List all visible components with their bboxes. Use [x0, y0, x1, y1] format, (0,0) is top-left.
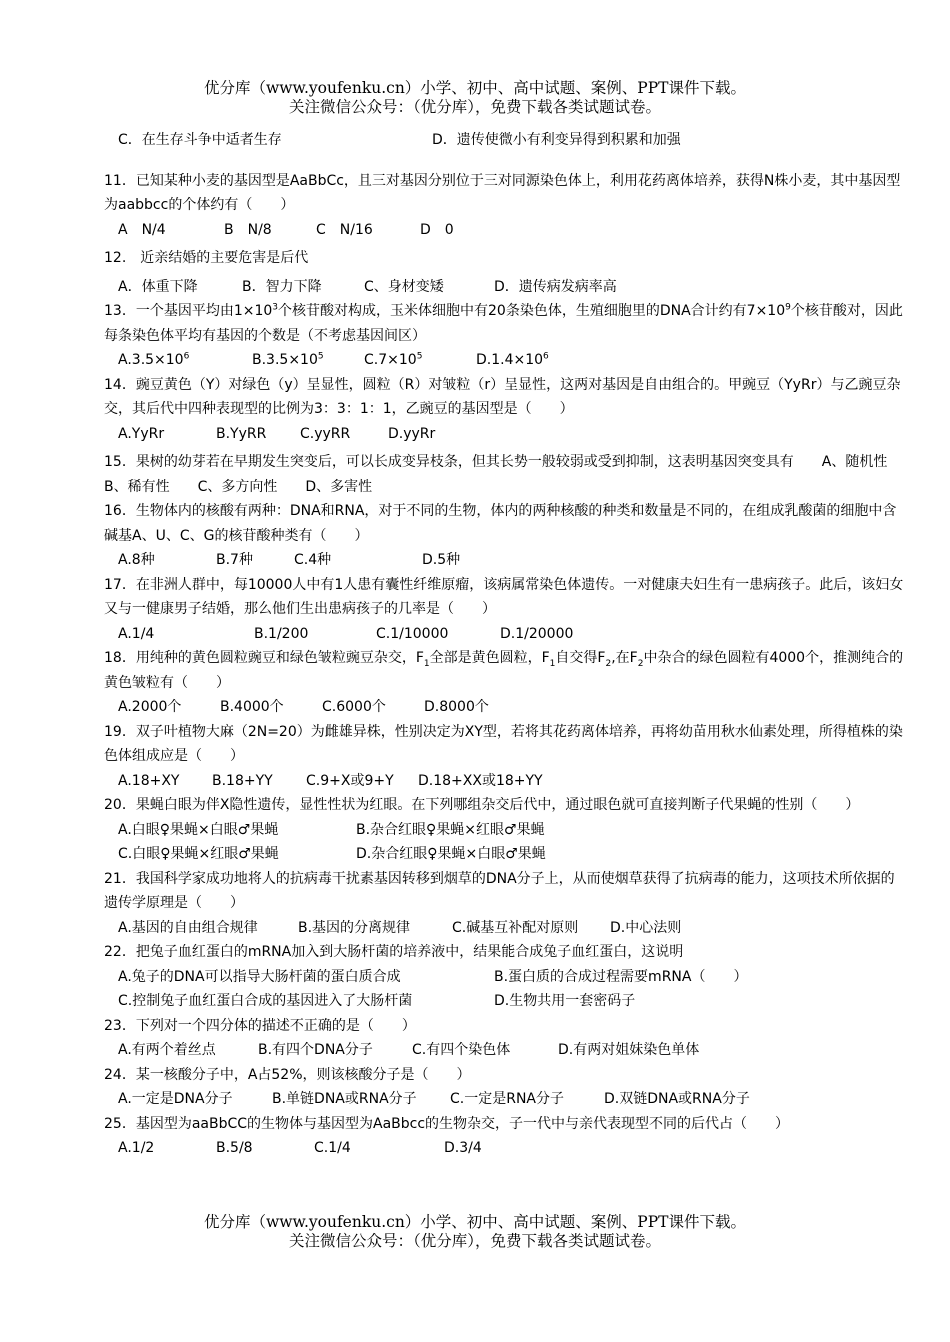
q12-option-b: B．智力下降 [242, 278, 322, 295]
q16-option-a: A.8种 [118, 552, 155, 568]
q17-option-d: D.1/20000 [500, 625, 574, 642]
q11-options [104, 218, 904, 243]
q20-option-c: C.白眼♀果蝇×红眼♂果蝇 [118, 846, 279, 862]
question-24: 24．某一核酸分子中，A占52%，则该核酸分子是（ ） [104, 1066, 471, 1083]
footer-line-2: 关注微信公众号：（优分库），免费下载各类试题试卷。 [288, 1232, 661, 1250]
q14-option-d: D.yyRr [388, 425, 436, 442]
q12-option-c: C、身材变矮 [364, 278, 444, 295]
question-21: 21．我国科学家成功地将人的抗病毒干扰素基因转移到烟草的DNA分子上，从而使烟草获得了抗病毒的能力，这项技术所依据的遗传学原理是（ ） [104, 870, 895, 911]
q25-options [104, 1136, 904, 1161]
q19-option-d: D.18+XX或18+YY [418, 772, 543, 789]
question-12: 12. 近亲结婚的主要危害是后代 [104, 250, 309, 266]
q11-option-d: D 0 [420, 221, 454, 238]
q19-option-c: C.9+X或9+Y [306, 772, 394, 789]
footer-line-1: 优分库（www.youfenku.cn）小学、初中、高中试题、案例、PPT课件下载。 [203, 1213, 747, 1231]
q14-option-c: C.yyRR [300, 425, 351, 442]
q22-option-a: A.兔子的DNA可以指导大肠杆菌的蛋白质合成 [118, 968, 401, 985]
page-header [0, 79, 950, 117]
q20-option-a: A.白眼♀果蝇×白眼♂果蝇 [118, 821, 279, 838]
q20-option-b: B.杂合红眼♀果蝇×红眼♂果蝇 [356, 821, 545, 838]
q20-options-row-2 [104, 842, 904, 867]
q14-option-a: A.YyRr [118, 425, 165, 442]
q10-option-d: D．遗传使微小有利变异得到积累和加强 [432, 132, 681, 148]
exam-content [104, 128, 916, 1161]
q24-option-a: A.一定是DNA分子 [118, 1091, 233, 1107]
q24-options [104, 1087, 904, 1112]
q22-options-row-2 [104, 989, 904, 1014]
q21-option-c: C.碱基互补配对原则 [452, 919, 579, 936]
q10-options [104, 128, 904, 153]
q10-option-c: C．在生存斗争中适者生存 [118, 132, 282, 148]
question-16: 16．生物体内的核酸有两种：DNA和RNA，对于不同的生物，体内的两种核酸的种类和数量是不同的，在组成乳酸菌的细胞中含碱基A、U、C、G的核苷酸种类有（ ） [104, 503, 897, 544]
q18-option-d: D.8000个 [424, 699, 489, 715]
q14-option-b: B.YyRR [216, 425, 267, 442]
q18-option-c: C.6000个 [322, 699, 386, 715]
q14-options [104, 422, 904, 447]
q25-option-c: C.1/4 [314, 1140, 351, 1156]
q13-options [104, 348, 904, 373]
question-22: 22．把兔子血红蛋白的mRNA加入到大肠杆菌的培养液中，结果能合成兔子血红蛋白，这说明 [104, 944, 684, 960]
header-line-2: 关注微信公众号：（优分库），免费下载各类试题试卷。 [288, 98, 661, 116]
q16-option-d: D.5种 [422, 552, 461, 568]
q21-option-a: A.基因的自由组合规律 [118, 919, 258, 936]
q24-option-d: D.双链DNA或RNA分子 [604, 1091, 750, 1107]
q19-option-b: B.18+YY [212, 772, 273, 789]
q23-options [104, 1038, 904, 1063]
q17-option-c: C.1/10000 [376, 625, 449, 642]
q25-option-a: A.1/2 [118, 1140, 155, 1156]
q22-options-row-1 [104, 965, 904, 990]
q22-option-b: B.蛋白质的合成过程需要mRNA（ ） [494, 968, 748, 985]
q25-option-d: D.3/4 [444, 1140, 482, 1156]
q11-option-a: A N/4 [118, 221, 166, 238]
q11-option-c: C N/16 [316, 221, 373, 238]
q12-option-d: D．遗传病发病率高 [494, 278, 617, 295]
q13-option-a: $A.3.5\times 10^6$ [118, 351, 190, 368]
q18-option-a: A.2000个 [118, 699, 182, 715]
q24-option-c: C.一定是RNA分子 [450, 1091, 565, 1107]
q25-option-b: B.5/8 [216, 1140, 253, 1156]
q21-option-b: B.基因的分离规律 [298, 919, 411, 936]
q19-option-a: A.18+XY [118, 772, 180, 789]
header-line-1: 优分库（www.youfenku.cn）小学、初中、高中试题、案例、PPT课件下载。 [203, 79, 747, 97]
question-11: 11．已知某种小麦的基因型是AaBbCc，且三对基因分别位于三对同源染色体上，利用花药离体培养，获得N株小麦，其中基因型为aabbcc的个体约有（ ） [104, 172, 901, 213]
q16-option-b: B.7种 [216, 552, 253, 568]
q12-options [104, 275, 904, 300]
q13-option-c: $C.7\times 10^5$ [364, 351, 423, 368]
q20-options-row-1 [104, 818, 904, 843]
question-13: 13．一个基因平均由$1\times 10^3$个核苷酸对构成，玉米体细胞中有20条染色体，生殖细胞里的DNA合计约有$7\times 10^9$个核苷酸对，因此每条染色体平均有基因的个数是（不考虑基因间区） [104, 302, 903, 344]
question-15: 15．果树的幼芽若在早期发生突变后，可以长成变异枝条，但其长势一般较弱或受到抑制，这表明基因突变具有 A、随机性 B、稀有性 C、多方向性 D、多害性 [104, 454, 916, 495]
q24-option-b: B.单链DNA或RNA分子 [272, 1091, 417, 1107]
question-14: 14．豌豆黄色（Y）对绿色（y）呈显性，圆粒（R）对皱粒（r）呈显性，这两对基因是自由组合的。甲豌豆（YyRr）与乙豌豆杂交，其后代中四种表现型的比例为3：3：1：1，乙豌豆的基因型是（ ） [104, 376, 901, 417]
q13-option-d: $D.1.4\times 10^6$ [476, 351, 549, 368]
question-23: 23．下列对一个四分体的描述不正确的是（ ） [104, 1017, 416, 1034]
question-25: 25．基因型为aaBbCC的生物体与基因型为AaBbcc的生物杂交，子一代中与亲代表现型不同的后代占（ ） [104, 1115, 790, 1132]
q18-option-b: B.4000个 [220, 699, 284, 715]
q19-options [104, 769, 904, 794]
q16-options [104, 548, 904, 573]
q17-option-a: A.1/4 [118, 625, 155, 642]
q18-options [104, 695, 904, 720]
question-20: 20．果蝇白眼为伴X隐性遗传，显性性状为红眼。在下列哪组杂交后代中，通过眼色就可直接判断子代果蝇的性别（ ） [104, 797, 860, 813]
q16-option-c: C.4种 [294, 552, 332, 568]
q13-option-b: $B.3.5\times 10^5$ [252, 351, 324, 368]
q11-option-b: B N/8 [224, 221, 272, 238]
q23-option-c: C.有四个染色体 [412, 1042, 511, 1058]
q17-option-b: B.1/200 [254, 625, 309, 642]
q22-option-c: C.控制兔子血红蛋白合成的基因进入了大肠杆菌 [118, 993, 413, 1009]
q12-option-a: A．体重下降 [118, 278, 198, 295]
question-18: 18．用纯种的黄色圆粒豌豆和绿色皱粒豌豆杂交，$F_1$全部是黄色圆粒，$F_1$自交得$F_2$,在$F_2$中杂合的绿色圆粒有4000个，推测纯合的黄色皱粒有（ ） [104, 650, 904, 691]
q23-option-b: B.有四个DNA分子 [258, 1042, 373, 1058]
q21-options [104, 916, 904, 941]
q22-option-d: D.生物共用一套密码子 [494, 993, 636, 1009]
question-19: 19．双子叶植物大麻（2N=20）为雌雄异株，性别决定为XY型，若将其花药离体培养，再将幼苗用秋水仙素处理，所得植株的染色体组成应是（ ） [104, 723, 903, 764]
q20-option-d: D.杂合红眼♀果蝇×白眼♂果蝇 [356, 846, 546, 862]
page-footer [0, 1213, 950, 1251]
q17-options [104, 622, 904, 647]
q21-option-d: D.中心法则 [610, 919, 682, 936]
question-17: 17．在非洲人群中，每10000人中有1人患有囊性纤维原瘤，该病属常染色体遗传。一对健康夫妇生有一患病孩子。此后，该妇女又与一健康男子结婚，那么他们生出患病孩子的几率是（ ） [104, 576, 904, 617]
q23-option-d: D.有两对姐妹染色单体 [558, 1042, 700, 1058]
q23-option-a: A.有两个着丝点 [118, 1042, 216, 1058]
